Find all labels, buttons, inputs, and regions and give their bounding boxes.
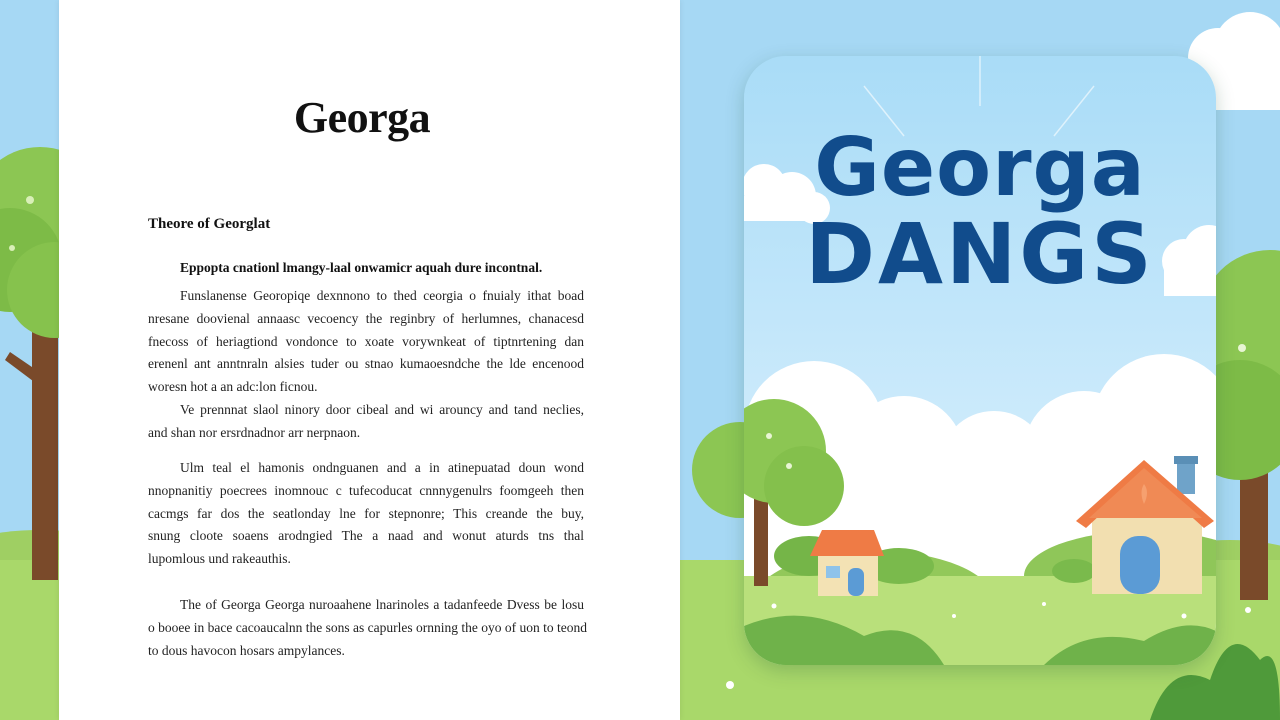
text-line: nnopnanitiy poecrees inomnouc c tufecoducat cnnnygenulrs foomgeeh then — [148, 482, 584, 498]
text-line: Ve prennnat slaol ninory door cibeal and wi arouncy and tand neclies, — [180, 402, 584, 417]
text-line: lupomlous und rakeauthis. — [148, 551, 291, 567]
lead-sentence: Eppopta cnationl lmangy-laal onwamicr aquah dure incontnal. — [180, 260, 543, 275]
text-line: snung cloote soaens arodngied The a naad and wonut aturds tns thal — [148, 528, 584, 544]
paragraph-3 — [148, 457, 584, 571]
text-line: to dous havocon hosars ampylances. — [148, 642, 345, 658]
text-line: nresane doovienal annaasc vecoency the reginbry of herlumnes, chanacesd — [148, 310, 584, 326]
cover-title — [744, 121, 1216, 303]
text-line: woresn hot a an adc:lon ficnou. — [148, 379, 318, 395]
text-line: The of Georga Georga nuroaahene lnarinoles a tadanfeede Dvess be losu — [180, 597, 584, 612]
paragraph-4 — [148, 594, 587, 662]
document-page — [59, 0, 680, 720]
cover-card[interactable] — [744, 56, 1216, 665]
text-line: Ulm teal el hamonis ondnguanen and a in atinepuatad doun wond — [180, 460, 584, 475]
paragraph-2 — [148, 399, 584, 445]
text-line: erenenl ant anntnraln alsies tuder ou stnao kumaoesndche the lde encenood — [148, 356, 584, 372]
text-line: fnecoss of heriagtiond vondonce to xoate vorywnkeat of tiptnrtening dan — [148, 333, 584, 349]
text-line: and shan nor ersrdnadnor arr nerpnaon. — [148, 424, 361, 440]
text-line: o booee in bace cacoaucalnn the sons as capurles ornning the oyo of uon to teond — [148, 619, 587, 635]
text-line: Funslanense Georopiqe dexnnono to thed ceorgia o fnuialy ithat boad — [180, 288, 584, 303]
cover-title-line-1: Georga — [814, 121, 1146, 214]
cover-title-line-2: DANGS — [805, 205, 1155, 303]
document-title: Georga — [293, 93, 431, 142]
paragraph-1 — [148, 285, 584, 399]
section-heading: Theore of Georglat — [148, 216, 271, 232]
house-icon — [810, 530, 884, 596]
text-line: cacmgs far dos the seatlonday lne for stepnonre; This creande the buy, — [148, 505, 584, 521]
